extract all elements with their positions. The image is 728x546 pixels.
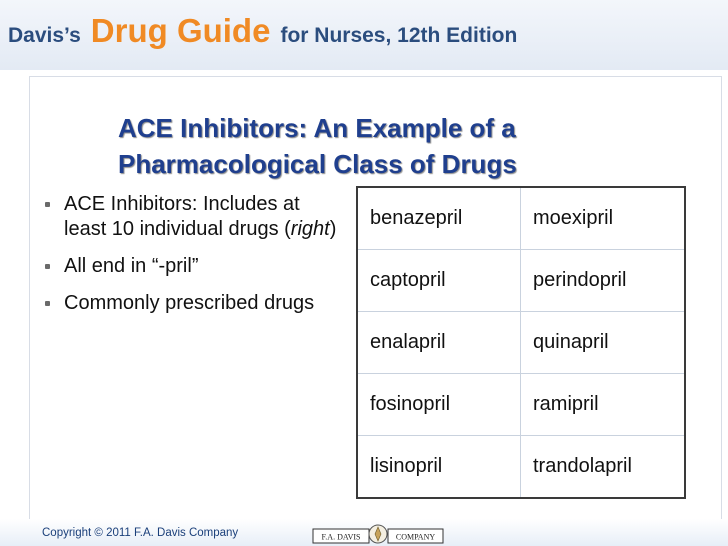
copyright-text: Copyright © 2011 F.A. Davis Company (42, 527, 239, 539)
table-cell: perindopril (521, 250, 686, 312)
book-title (8, 12, 517, 50)
table-cell: fosinopril (357, 374, 521, 436)
logo-text-left: F.A. DAVIS (321, 532, 361, 542)
book-title-drug-guide: Drug Guide (90, 12, 271, 49)
table-cell: lisinopril (357, 436, 521, 499)
book-title-part3: for Nurses, 12th Edition (280, 24, 518, 47)
book-title-part1: Davis’s (8, 24, 81, 47)
table-cell: benazepril (357, 187, 521, 250)
table-row (357, 374, 685, 436)
logo-text-right: COMPANY (395, 532, 436, 542)
table-cell: trandolapril (521, 436, 686, 499)
table-cell: captopril (357, 250, 521, 312)
table-cell: quinapril (521, 312, 686, 374)
bullet-text: Commonly prescribed drugs (64, 292, 315, 314)
table-row (357, 250, 685, 312)
table-row (357, 436, 685, 499)
fa-davis-logo (312, 523, 444, 546)
drug-table (356, 186, 686, 499)
bullet-italic-text: right (290, 218, 330, 240)
bullet-text: ACE Inhibitors: Includes at least 10 individual drugs ( (64, 193, 300, 240)
table-cell: ramipril (521, 374, 686, 436)
bullet-text-end: ) (329, 218, 337, 240)
table-cell: enalapril (357, 312, 521, 374)
table-row (357, 187, 685, 250)
bullet-list (42, 192, 342, 328)
header-bar (0, 0, 728, 70)
slide-title (118, 110, 638, 182)
bullet-item (42, 192, 342, 242)
bullet-text: All end in “-pril” (64, 255, 199, 277)
slide-title-line1: ACE Inhibitors: An Example of a (118, 113, 516, 143)
bullet-item (42, 254, 342, 279)
table-row (357, 312, 685, 374)
slide-title-line2: Pharmacological Class of Drugs (118, 149, 517, 179)
table-cell: moexipril (521, 187, 686, 250)
bullet-item (42, 291, 342, 316)
